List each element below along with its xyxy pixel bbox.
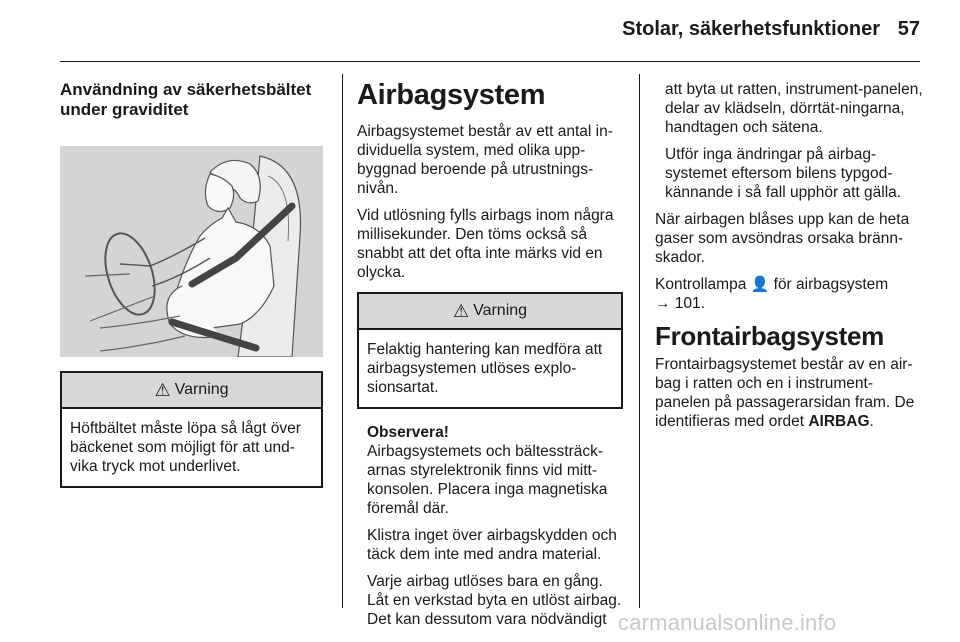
airbag-indicator-icon: 👤 xyxy=(750,276,770,293)
column-3 xyxy=(655,80,923,439)
note-paragraph: Varje airbag utlöses bara en gång. Låt en verkstad byta en utlöst airbag. Det kan dessutom vara nödvändigt xyxy=(367,573,622,628)
warning-body xyxy=(359,330,621,407)
note-title: Observera! xyxy=(367,424,449,441)
warning-box-airbag xyxy=(357,292,623,409)
column-2 xyxy=(357,80,623,637)
text: Frontairbagsystemet består av en air-bag i ratten och en i instrument-panelen på passagerarsidan fram. De identifieras med ordet xyxy=(655,356,915,430)
section-heading-airbag: Airbagsystem xyxy=(357,79,546,111)
column-divider-1 xyxy=(342,74,343,608)
paragraph: När airbagen blåses upp kan de heta gaser som avsöndras orsaka bränn-skador. xyxy=(655,211,910,266)
illustration-pregnant-belt xyxy=(60,146,323,357)
section-heading-pregnancy: Användning av säkerhetsbältet under graviditet xyxy=(60,80,312,119)
airbag-label-bold: AIRBAG xyxy=(808,413,870,430)
warning-title: Varning xyxy=(174,381,229,398)
header-rule xyxy=(60,61,920,62)
watermark: carmanualsonline.info xyxy=(618,610,837,635)
paragraph-indicator xyxy=(655,275,923,313)
note-paragraph: Utför inga ändringar på airbag-systemet eftersom bilens typgod-kännande i så fall upphör att gälla. xyxy=(665,146,902,201)
warning-triangle-icon: ⚠ xyxy=(154,379,171,400)
warning-header xyxy=(359,294,621,330)
page-reference[interactable]: 101. xyxy=(670,295,705,312)
page-number: 57 xyxy=(897,18,920,40)
column-1 xyxy=(60,80,323,488)
paragraph: Airbagsystemet består av ett antal in-dividuella system, med olika upp-byggnad beroende på utrustnings-nivån. xyxy=(357,123,613,197)
text: för airbagsystem xyxy=(769,276,889,293)
warning-header xyxy=(62,373,321,409)
text: . xyxy=(869,413,874,430)
warning-text: Höftbältet måste löpa så lågt över bäckenet som möjligt för att und-vika tryck mot underlivet. xyxy=(70,420,301,475)
paragraph xyxy=(655,355,923,431)
warning-text: Felaktig hantering kan medföra att airbagsystemen utlöses explo-sionsartat. xyxy=(367,341,603,396)
column-divider-2 xyxy=(639,74,640,608)
warning-box-pregnancy xyxy=(60,371,323,488)
note-paragraph: att byta ut ratten, instrument-panelen, delar av klädseln, dörrtät-ningarna, handtagen och sätena. xyxy=(665,81,923,136)
text: Kontrollampa xyxy=(655,276,751,293)
reference-arrow-icon: → xyxy=(655,295,671,312)
warning-triangle-icon: ⚠ xyxy=(452,300,470,321)
warning-title: Varning xyxy=(473,302,528,319)
note-paragraph: Airbagsystemets och bältessträck-arnas styrelektronik finns vid mitt-konsolen. Placera inga magnetiska föremål där. xyxy=(367,443,608,517)
note-paragraph: Klistra inget över airbagskydden och täck dem inte med andra material. xyxy=(367,527,617,563)
paragraph: Vid utlösning fylls airbags inom några millisekunder. Den töms också så snabbt att det ofta inte märks vid en olycka. xyxy=(357,207,614,281)
pregnant-seatbelt-illustration xyxy=(60,146,323,357)
warning-body xyxy=(62,409,321,486)
section-heading-front-airbag: Frontairbagsystem xyxy=(655,321,884,351)
header-title: Stolar, säkerhetsfunktioner xyxy=(622,18,880,40)
